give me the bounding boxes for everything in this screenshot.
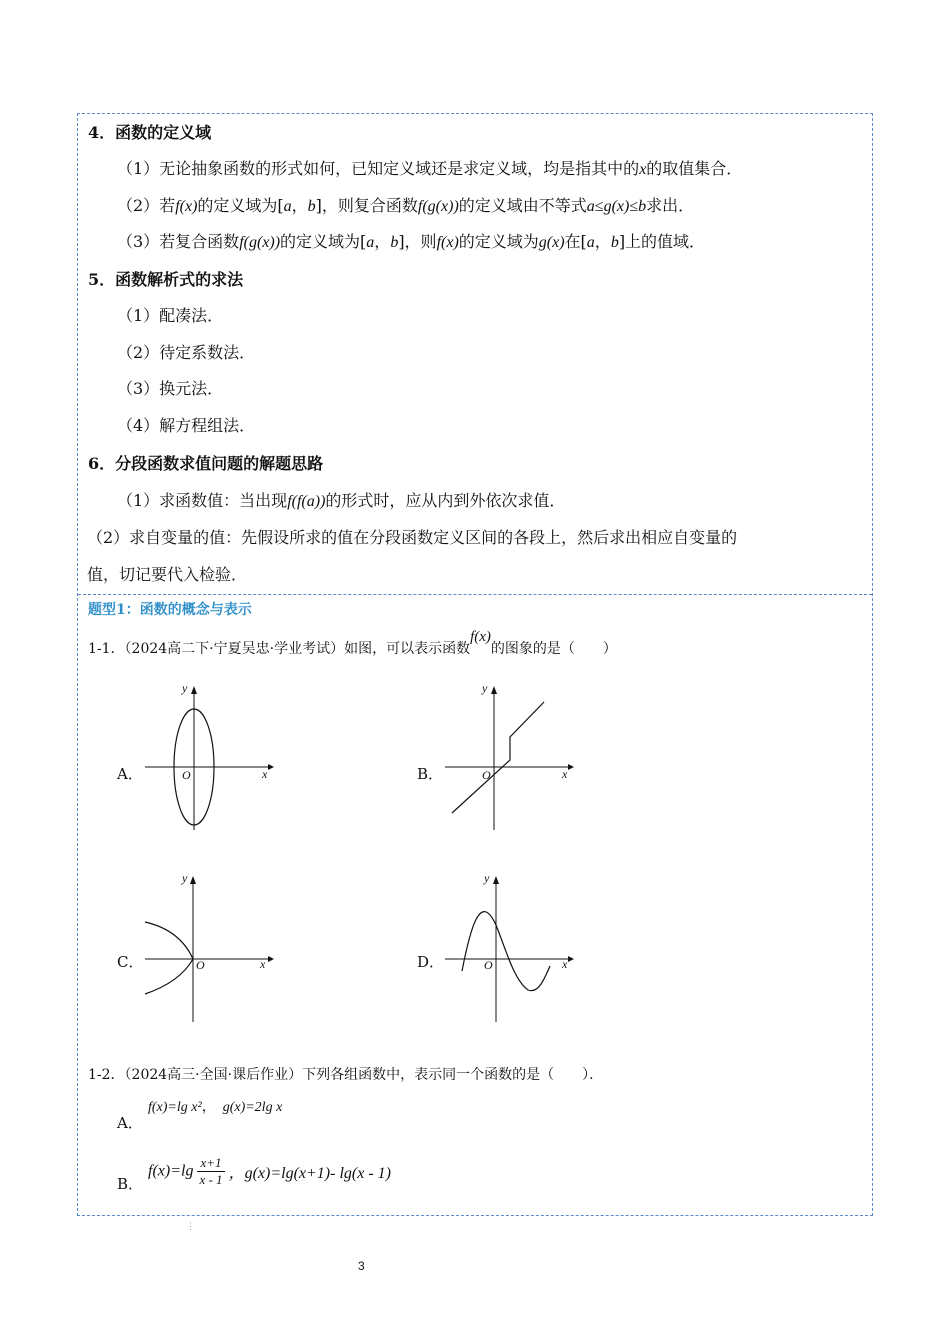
svg-text:y: y — [482, 681, 488, 695]
section5-item: （3）换元法． — [117, 379, 224, 398]
section4-item2: （2）若f(x)的定义域为[a，b]，则复合函数f(g(x))的定义域由不等式a≤g(x)≤b求出． — [117, 196, 695, 215]
svg-text:x: x — [260, 957, 266, 971]
section5-heading: 5．函数解析式的求法 — [88, 270, 244, 289]
section6-item2-line2: 值，切记要代入检验． — [87, 565, 248, 584]
section6-heading: 6．分段函数求值问题的解题思路 — [88, 454, 324, 473]
q2-option-a-formula: f(x)=lg x²， g(x)=2lg x — [148, 1100, 283, 1115]
margin-mark: ⋮ — [186, 1222, 195, 1232]
svg-text:O: O — [484, 958, 493, 972]
q1-stem: 1-1．（2024高二下·宁夏吴忠·学业考试）如图，可以表示函数f(x)的图象的是（ ） — [88, 629, 617, 657]
svg-text:y: y — [182, 871, 188, 885]
section5-item: （2）待定系数法． — [117, 343, 256, 362]
svg-text:x: x — [262, 767, 268, 781]
question-type-title: 题型1：函数的概念与表示 — [88, 602, 252, 618]
option-d-label: D． — [417, 953, 445, 971]
svg-text:O: O — [182, 768, 191, 782]
page-number: 3 — [358, 1259, 365, 1273]
parabola-curve — [145, 922, 193, 994]
wave-curve — [462, 912, 550, 991]
graph-d — [440, 870, 580, 1025]
option-c-label: C． — [117, 953, 144, 971]
graph-a — [140, 680, 280, 835]
fraction: $\frac{x+1}{x - 1}$ — [199, 1155, 223, 1187]
piecewise-line — [452, 702, 544, 813]
svg-text:y: y — [182, 681, 188, 695]
section4-heading: 4．函数的定义域 — [88, 123, 212, 142]
svg-text:O: O — [196, 958, 205, 972]
option-a-label: A． — [117, 765, 143, 783]
section6-item2-line1: （2）求自变量的值：先假设所求的值在分段函数定义区间的各段上，然后求出相应自变量的 — [87, 528, 738, 547]
svg-text:x: x — [562, 767, 568, 781]
section4-item3: （3）若复合函数f(g(x))的定义域为[a，b]，则f(x)的定义域为g(x)在[a，b]上的值域． — [117, 232, 706, 251]
q2-option-b-label: B． — [117, 1175, 144, 1193]
section4-item1: （1）无论抽象函数的形式如何，已知定义域还是求定义域，均是指其中的x的取值集合． — [117, 159, 743, 178]
q2-option-a-label: A． — [117, 1114, 143, 1132]
section-divider — [78, 594, 872, 595]
graph-c — [140, 870, 280, 1025]
graph-b — [440, 680, 580, 835]
section6-item1: （1）求函数值：当出现f(f(a))的形式时，应从内到外依次求值． — [117, 491, 566, 510]
option-b-label: B． — [417, 765, 444, 783]
svg-text:O: O — [482, 768, 491, 782]
svg-text:y: y — [484, 871, 490, 885]
svg-text:x: x — [562, 957, 568, 971]
section5-item: （4）解方程组法． — [117, 416, 256, 435]
q2-stem: 1-2．（2024高三·全国·课后作业）下列各组函数中，表示同一个函数的是（ ）． — [88, 1067, 604, 1083]
section5-item: （1）配凑法． — [117, 306, 224, 325]
q2-option-b-formula: f(x)=lg $\frac{x+1}{x - 1}$ ，g(x)=lg(x+1)- lg(x - 1) — [148, 1155, 391, 1187]
